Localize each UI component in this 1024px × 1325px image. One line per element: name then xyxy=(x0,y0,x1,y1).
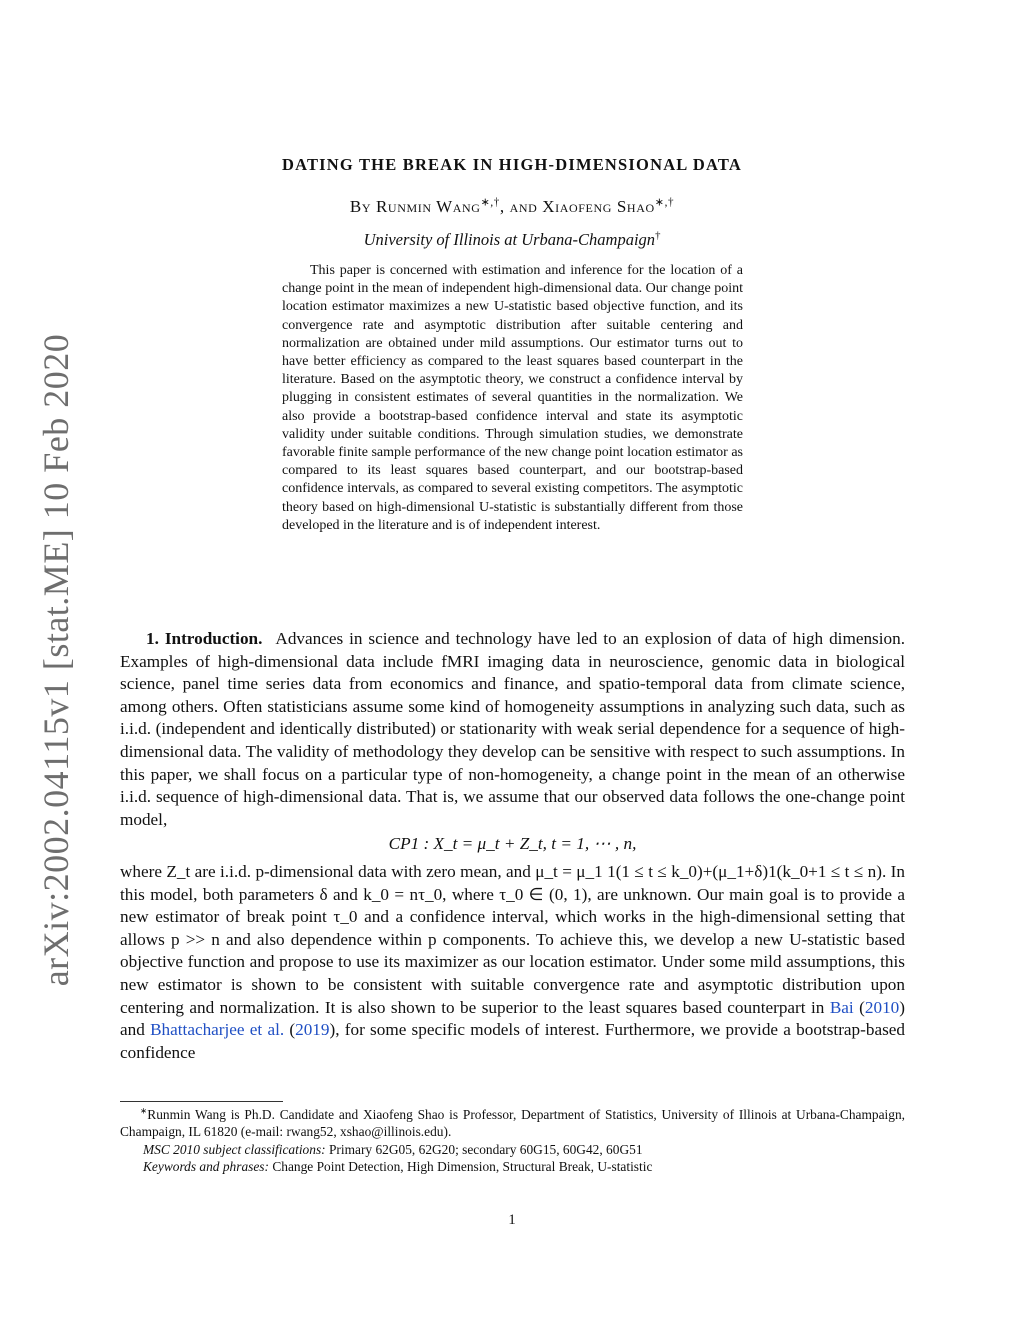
footnote-msc xyxy=(120,1141,905,1158)
citation-bai-author[interactable]: Bai xyxy=(829,997,854,1017)
footnote-keywords xyxy=(120,1158,905,1175)
author-2-name: Xiaofeng Shao xyxy=(542,197,655,216)
equation-cp1 xyxy=(120,833,905,856)
author-2-marks: ∗,† xyxy=(654,196,675,209)
intro-paragraph-2: where Z_t are i.i.d. p-dimensional data with zero mean, and μ_t = μ_1 1(1 ≤ t ≤ k_0)+(μ_1+δ)1(k_0+1 ≤ t ≤ n). In this model, both parameters δ and k_0 = nτ_0, where τ_0 ∈ (0, 1), are unknown. Our main goal is to provide a new estimator of break point τ_0 and a confidence interval, which works in the high-dimensional setting that allows p >> n and also dependence within p components. To achieve this, we develop a new U-statistic based objective function and propose to use its maximizer as our location estimator. Under some mild assumptions, this new estimator is shown to be consistent with suitable convergence rate and asymptotic distribution upon centering and normalization. It is also shown to be superior to the least squares based counterpart in Bai (2010) and Bhattacharjee et al. (2019), for some specific models of interest. Furthermore, we provide a bootstrap-based confidence xyxy=(120,861,905,1062)
msc-label: MSC 2010 subject classifications: xyxy=(143,1141,326,1157)
section-heading: 1. Introduction. xyxy=(146,629,263,648)
arxiv-identifier: arXiv:2002.04115v1 [stat.ME] 10 Feb 2020 xyxy=(36,333,76,987)
citation-connector: and xyxy=(120,1020,145,1040)
msc-text: Primary 62G05, 62G20; secondary 60G15, 60G42, 60G51 xyxy=(328,1141,643,1157)
author-line xyxy=(120,197,904,217)
footnote-divider xyxy=(120,1101,283,1102)
equation-label: CP1 : xyxy=(388,834,430,854)
footnote-author-text: Runmin Wang is Ph.D. Candidate and Xiaofeng Shao is Professor, Department of Statistics, University of Illinois at Urbana-Champaign, Champaign, IL 61820 (e-mail: rwang52, xshao@illinois.edu). xyxy=(120,1107,905,1140)
paper-title: DATING THE BREAK IN HIGH-DIMENSIONAL DATA xyxy=(281,155,743,174)
footnotes xyxy=(120,1106,905,1176)
intro-paragraph-1 xyxy=(120,628,905,831)
footnote-mark: ∗ xyxy=(140,1105,148,1116)
keywords-text: Change Point Detection, High Dimension, Structural Break, U-statistic xyxy=(272,1159,653,1175)
intro-paragraph-2-text: where Z_t are i.i.d. p-dimensional data with zero mean, and μ_t = μ_1 1(1 ≤ t ≤ k_0)+(μ_1+δ)1(k_0+1 ≤ t ≤ n). In this model, both parameters δ and k_0 = nτ_0, where τ_0 ∈ (0, 1), are unknown. Our main goal is to provide a new estimator of break point τ_0 and a confidence interval, which works in the high-dimensional setting that allows p >> n and also dependence within p components. To achieve this, we develop a new U-statistic based objective function and propose to use its maximizer as our location estimator. Under some mild assumptions, this new estimator is shown to be consistent with suitable convergence rate and asymptotic distribution upon centering and normalization. It is also shown to be superior to the least squares based counterpart in xyxy=(120,861,905,1017)
keywords-label: Keywords and phrases: xyxy=(143,1159,269,1175)
author-1-marks: ∗,† xyxy=(480,196,500,209)
abstract xyxy=(282,262,743,535)
affiliation-name: University of Illinois at Urbana-Champaign xyxy=(363,230,656,249)
equation-body: X_t = μ_t + Z_t, t = 1, ⋯ , n, xyxy=(433,834,637,854)
author-separator: , and xyxy=(499,197,543,216)
author-1-name: Runmin Wang xyxy=(375,197,481,216)
page-number: 1 xyxy=(508,1212,516,1228)
introduction-section xyxy=(120,628,905,1064)
citation-bhattacharjee-author[interactable]: Bhattacharjee et al. xyxy=(150,1020,285,1040)
footnote-author-info xyxy=(120,1106,905,1141)
affiliation-mark: † xyxy=(655,229,661,242)
citation-bai-year[interactable]: 2010 xyxy=(864,997,900,1017)
abstract-text: This paper is concerned with estimation and inference for the location of a change point in the mean of independent high-dimensional data. Our change point location estimator maximizes a new U-statistic based objective function, and its convergence rate and asymptotic distribution after suitable centering and normalization are obtained under mild assumptions. Our estimator turns out to have better efficiency as compared to the least squares based counterpart in the literature. Based on the asymptotic theory, we construct a confidence interval by plugging in consistent estimates of several quantities in the normalization. We also provide a bootstrap-based confidence interval and state its asymptotic validity under suitable conditions. Through simulation studies, we demonstrate favorable finite sample performance of the new change point location estimator as compared to its least squares based counterpart, and our bootstrap-based confidence intervals, as compared to several existing competitors. The asymptotic theory based on high-dimensional U-statistic is substantially different from those developed in the literature and is of independent interest. xyxy=(282,263,743,533)
intro-paragraph-1-text: Advances in science and technology have led to an explosion of data of high dimension. Examples of high-dimensional data include fMRI imaging data in neuroscience, genomic data in biological science, panel time series data from economics and finance, and spatio-temporal data from climate science, among others. Often statisticians assume some kind of homogeneity assumptions in analyzing such data, such as i.i.d. (independent and identically distributed) or stationarity with weak serial dependence for a sequence of high-dimensional data. The validity of methodology they develop can be sensitive with respect to such assumptions. In this paper, we shall focus on a particular type of non-homogeneity, a change point in the mean of an otherwise i.i.d. sequence of high-dimensional data. That is, we assume that our observed data follows the one-change point model, xyxy=(120,629,905,829)
citation-bhattacharjee-year[interactable]: 2019 xyxy=(295,1020,330,1040)
affiliation xyxy=(120,230,904,250)
author-prefix: By xyxy=(349,197,376,216)
intro-paragraph-2-tail: , for some specific models of interest. Furthermore, we provide a bootstrap-based confidence xyxy=(120,1020,905,1062)
